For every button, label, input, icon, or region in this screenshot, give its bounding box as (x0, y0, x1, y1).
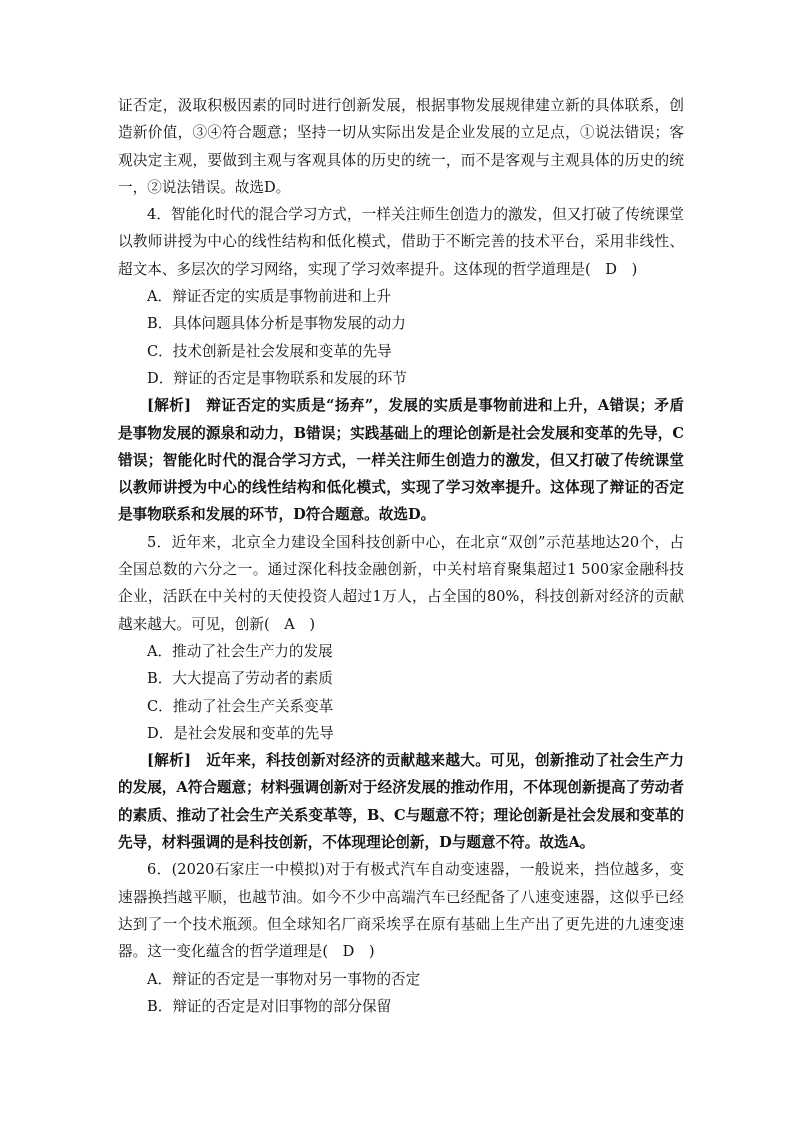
question-4-option-b: B．具体问题具体分析是事物发展的动力 (147, 315, 406, 333)
question-4-analysis: [解析] 辩证否定的实质是“扬弃”，发展的实质是事物前进和上升，A错误；矛盾是事物发展的源泉和动力，B错误；实践基础上的理论创新是社会发展和变革的先导，C错误；智能化时代的混合学习方式，一样关注师生创造力的激发，但又打破了传统课堂以教师讲授为中心的线性结构和低化模式，实现了学习效率提升。这体现了辩证的否定是事物联系和发展的环节，D符合题意。故选D。 (118, 397, 684, 524)
question-5-option-a: A．推动了社会生产力的发展 (147, 642, 333, 660)
question-5: 5．近年来，北京全力建设全国科技创新中心，在北京“双创”示范基地达20个，占全国总数的六分之一。通过深化科技金融创新，中关村培育聚集超过1 500家金融科技企业，活跃在中关村的天使投资人超过1万人，占全国的80%，科技创新对经济的贡献越来越大。可见，创新( A ) (118, 533, 684, 633)
question-6-option-a: A．辩证的否定是一事物对另一事物的否定 (147, 970, 421, 988)
question-5-option-b: B．大大提高了劳动者的素质 (147, 670, 333, 688)
question-4-option-c: C．技术创新是社会发展和变革的先导 (147, 342, 392, 360)
question-5-analysis: [解析] 近年来，科技创新对经济的贡献越来越大。可见，创新推动了社会生产力的发展，A符合题意；材料强调创新对于经济发展的推动作用，不体现创新提高了劳动者的素质、推动了社会生产关系变革等，B、C与题意不符；理论创新是社会发展和变革的先导，材料强调的是科技创新，不体现理论创新，D与题意不符。故选A。 (118, 752, 684, 852)
document-page (118, 92, 684, 1020)
question-5-option-c: C．推动了社会生产关系变革 (147, 697, 334, 715)
analysis-continuation: 证否定，汲取积极因素的同时进行创新发展，根据事物发展规律建立新的具体联系，创造新价值，③④符合题意；坚持一切从实际出发是企业发展的立足点，①说法错误；客观决定主观，要做到主观与客观具体的历史的统一，而不是客观与主观具体的历史的统一，②说法错误。故选D。 (118, 97, 684, 196)
question-4: 4．智能化时代的混合学习方式，一样关注师生创造力的激发，但又打破了传统课堂以教师讲授为中心的线性结构和低化模式，借助于不断完善的技术平台，采用非线性、超文本、多层次的学习网络，实现了学习效率提升。这体现的哲学道理是( D ) (118, 206, 684, 278)
question-5-option-d: D．是社会发展和变革的先导 (147, 724, 334, 742)
question-6: 6．(2020石家庄一中模拟)对于有极式汽车自动变速器，一般说来，挡位越多，变速器换挡越平顺，也越节油。如今不少中高端汽车已经配备了八速变速器，这似乎已经达到了一个技术瓶颈。但全球知名厂商采埃孚在原有基础上生产出了更先进的九速变速器。这一变化蕴含的哲学道理是( D ) (118, 861, 684, 961)
question-6-option-b: B．辩证的否定是对旧事物的部分保留 (147, 997, 392, 1015)
question-4-option-a: A．辩证否定的实质是事物前进和上升 (147, 288, 392, 306)
question-4-option-d: D．辩证的否定是事物联系和发展的环节 (147, 369, 407, 387)
